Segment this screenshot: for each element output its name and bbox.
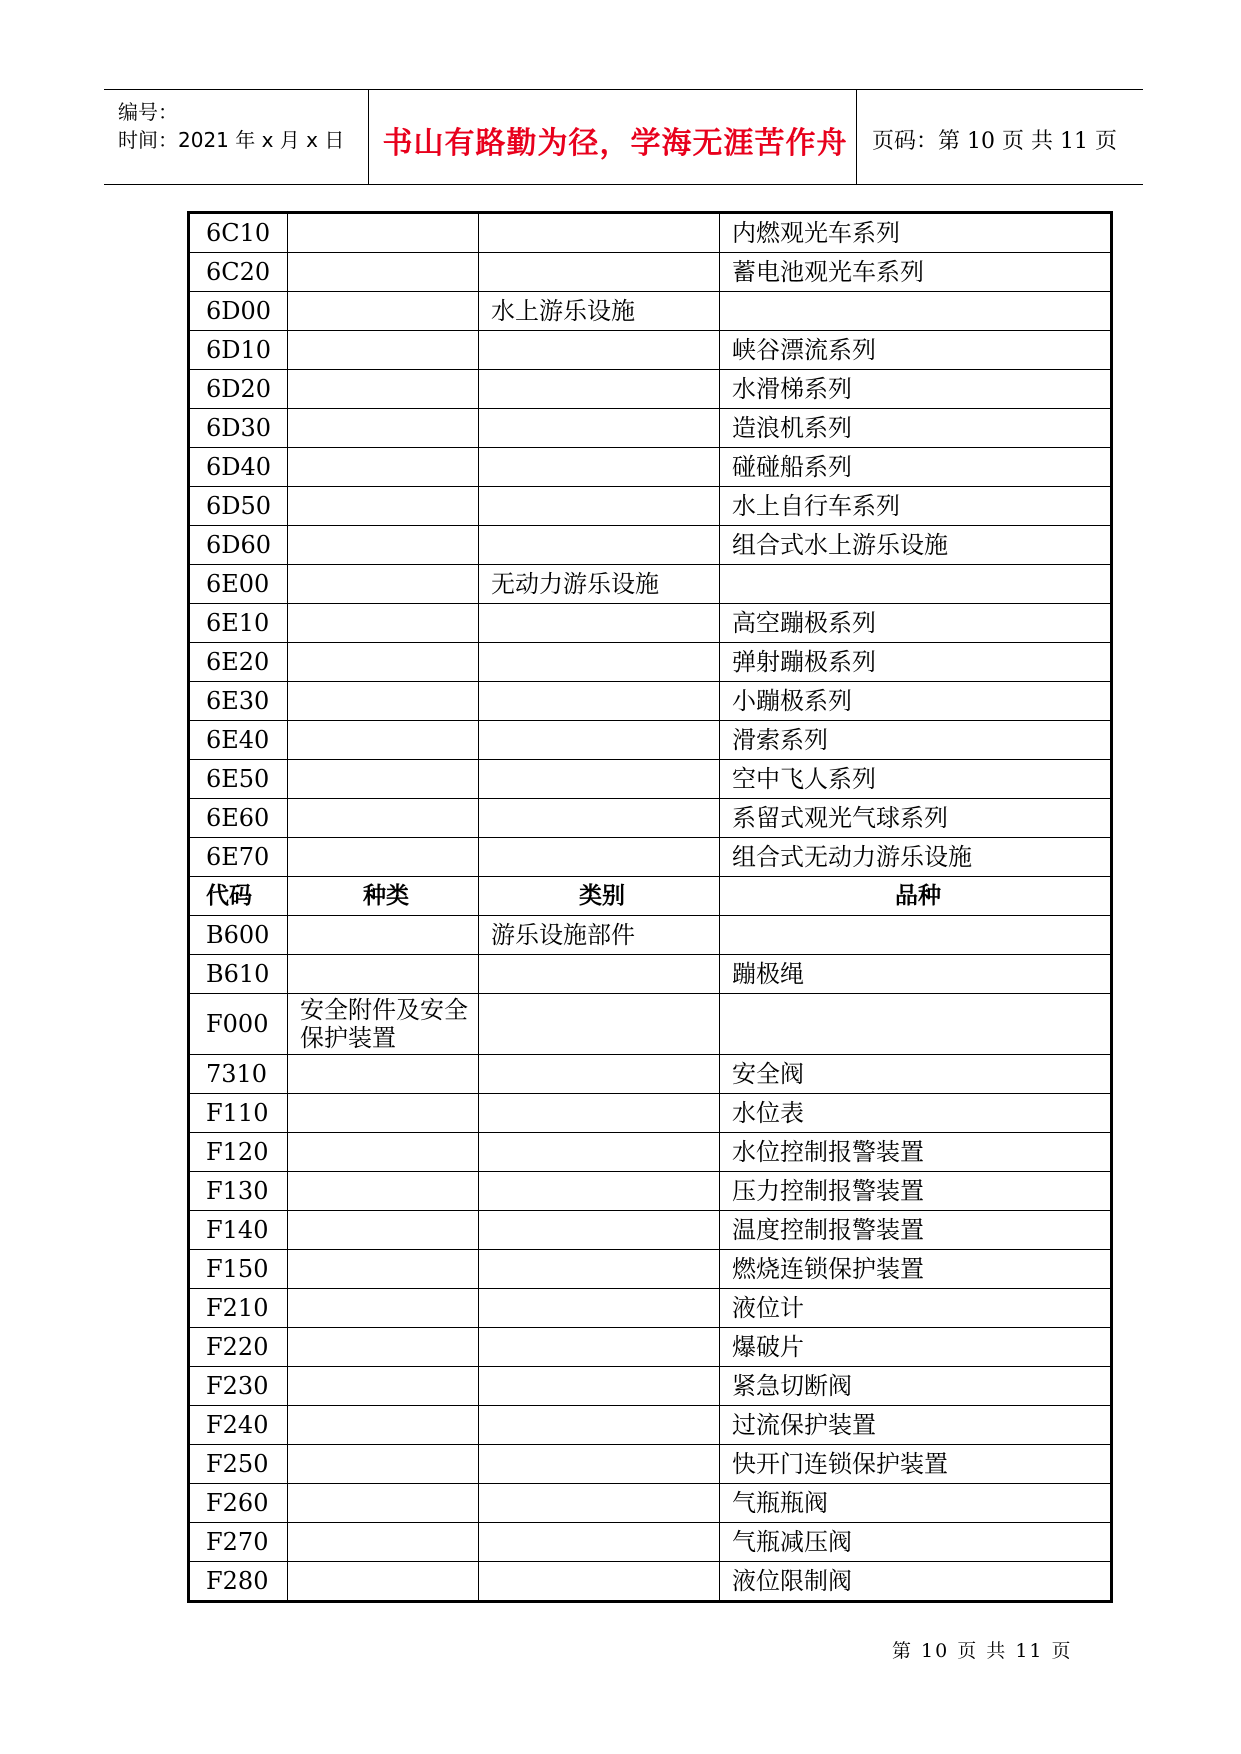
- cell-variety: 快开门连锁保护装置: [720, 1445, 1112, 1484]
- cell-kind: [288, 1367, 479, 1406]
- cell-category: [479, 721, 720, 760]
- table-row: [189, 331, 1112, 370]
- cell-category: [479, 1484, 720, 1523]
- table-row: [189, 1445, 1112, 1484]
- header-motto: 书山有路勤为径，学海无涯苦作舟: [382, 126, 848, 161]
- cell-category: [479, 1055, 720, 1094]
- cell-kind: [288, 1523, 479, 1562]
- table-row: [189, 565, 1112, 604]
- document-number-label: 编号：: [118, 100, 178, 124]
- cell-variety: 气瓶瓶阀: [720, 1484, 1112, 1523]
- cell-variety: 水位表: [720, 1094, 1112, 1133]
- cell-kind: [288, 721, 479, 760]
- cell-code: F260: [189, 1484, 288, 1523]
- cell-variety: 蹦极绳: [720, 955, 1112, 994]
- cell-kind: [288, 1055, 479, 1094]
- cell-kind: [288, 1172, 479, 1211]
- cell-variety: 品种: [720, 877, 1112, 916]
- cell-code: F220: [189, 1328, 288, 1367]
- table-row: [189, 799, 1112, 838]
- table-row: [189, 604, 1112, 643]
- cell-category: [479, 760, 720, 799]
- cell-category: [479, 526, 720, 565]
- cell-variety: 压力控制报警装置: [720, 1172, 1112, 1211]
- cell-variety: 滑索系列: [720, 721, 1112, 760]
- cell-variety: 峡谷漂流系列: [720, 331, 1112, 370]
- cell-kind: [288, 1289, 479, 1328]
- cell-code: F000: [189, 994, 288, 1055]
- cell-category: [479, 1094, 720, 1133]
- table-row: [189, 1289, 1112, 1328]
- table-row: [189, 1211, 1112, 1250]
- cell-variety: 爆破片: [720, 1328, 1112, 1367]
- cell-kind: [288, 487, 479, 526]
- cell-variety: 紧急切断阀: [720, 1367, 1112, 1406]
- cell-code: 6E00: [189, 565, 288, 604]
- cell-code: 6D20: [189, 370, 288, 409]
- cell-code: F210: [189, 1289, 288, 1328]
- cell-variety: 系留式观光气球系列: [720, 799, 1112, 838]
- cell-code: 6E50: [189, 760, 288, 799]
- cell-code: F130: [189, 1172, 288, 1211]
- cell-category: [479, 994, 720, 1055]
- table-row: [189, 253, 1112, 292]
- cell-kind: [288, 955, 479, 994]
- table-row: [189, 1523, 1112, 1562]
- cell-variety: [720, 994, 1112, 1055]
- cell-category: 水上游乐设施: [479, 292, 720, 331]
- cell-variety: 安全阀: [720, 1055, 1112, 1094]
- cell-variety: [720, 916, 1112, 955]
- table-row: [189, 1172, 1112, 1211]
- cell-variety: 燃烧连锁保护装置: [720, 1250, 1112, 1289]
- cell-kind: [288, 1328, 479, 1367]
- equipment-code-table: [187, 211, 1113, 1603]
- document-date-label: 时间：2021 年 x 月 x 日: [118, 128, 345, 152]
- table-row: [189, 1562, 1112, 1602]
- table-row: [189, 292, 1112, 331]
- cell-code: 6E20: [189, 643, 288, 682]
- cell-code: F140: [189, 1211, 288, 1250]
- cell-kind: [288, 409, 479, 448]
- cell-variety: 组合式无动力游乐设施: [720, 838, 1112, 877]
- table-row: [189, 487, 1112, 526]
- cell-kind: [288, 643, 479, 682]
- table-row: [189, 682, 1112, 721]
- cell-category: [479, 1250, 720, 1289]
- cell-category: [479, 1406, 720, 1445]
- cell-kind: [288, 1211, 479, 1250]
- table-row: [189, 916, 1112, 955]
- cell-category: [479, 370, 720, 409]
- cell-category: [479, 1367, 720, 1406]
- header-page-number: 页码：第 10 页 共 11 页: [872, 129, 1117, 154]
- cell-category: [479, 682, 720, 721]
- cell-code: F270: [189, 1523, 288, 1562]
- table-row: [189, 448, 1112, 487]
- cell-category: [479, 1289, 720, 1328]
- cell-kind: [288, 799, 479, 838]
- table-row: [189, 955, 1112, 994]
- cell-variety: 液位计: [720, 1289, 1112, 1328]
- cell-category: [479, 643, 720, 682]
- cell-category: 无动力游乐设施: [479, 565, 720, 604]
- table-row: [189, 1133, 1112, 1172]
- cell-code: 6E60: [189, 799, 288, 838]
- cell-kind: [288, 253, 479, 292]
- cell-code: F110: [189, 1094, 288, 1133]
- cell-kind: 安全附件及安全保护装置: [288, 994, 479, 1055]
- cell-variety: 水位控制报警装置: [720, 1133, 1112, 1172]
- cell-category: [479, 448, 720, 487]
- cell-code: 6E40: [189, 721, 288, 760]
- cell-kind: [288, 565, 479, 604]
- cell-code: 6C20: [189, 253, 288, 292]
- cell-category: [479, 604, 720, 643]
- cell-variety: 水上自行车系列: [720, 487, 1112, 526]
- cell-kind: [288, 1094, 479, 1133]
- table-row: [189, 1328, 1112, 1367]
- table-row: [189, 526, 1112, 565]
- cell-code: F240: [189, 1406, 288, 1445]
- cell-variety: 温度控制报警装置: [720, 1211, 1112, 1250]
- cell-category: [479, 1133, 720, 1172]
- cell-category: [479, 1211, 720, 1250]
- cell-variety: 组合式水上游乐设施: [720, 526, 1112, 565]
- cell-category: [479, 1562, 720, 1602]
- cell-variety: 气瓶减压阀: [720, 1523, 1112, 1562]
- cell-category: [479, 1328, 720, 1367]
- cell-category: [479, 1523, 720, 1562]
- table-row: [189, 1250, 1112, 1289]
- cell-kind: [288, 292, 479, 331]
- cell-category: [479, 838, 720, 877]
- footer-page-number: 第 10 页 共 11 页: [892, 1640, 1073, 1662]
- cell-category: [479, 799, 720, 838]
- cell-code: 6D30: [189, 409, 288, 448]
- table-row: [189, 760, 1112, 799]
- cell-code: F280: [189, 1562, 288, 1602]
- table-row: [189, 1406, 1112, 1445]
- table-row: [189, 409, 1112, 448]
- cell-variety: 高空蹦极系列: [720, 604, 1112, 643]
- cell-category: [479, 955, 720, 994]
- cell-code: 6D40: [189, 448, 288, 487]
- cell-code: 代码: [189, 877, 288, 916]
- cell-code: 6C10: [189, 213, 288, 253]
- cell-code: 6E10: [189, 604, 288, 643]
- cell-variety: 小蹦极系列: [720, 682, 1112, 721]
- cell-variety: 弹射蹦极系列: [720, 643, 1112, 682]
- table-header-row: [189, 877, 1112, 916]
- cell-kind: [288, 331, 479, 370]
- cell-category: 游乐设施部件: [479, 916, 720, 955]
- cell-code: F230: [189, 1367, 288, 1406]
- cell-kind: [288, 448, 479, 487]
- cell-code: B600: [189, 916, 288, 955]
- table-row: [189, 838, 1112, 877]
- cell-category: [479, 409, 720, 448]
- table-row: [189, 213, 1112, 253]
- cell-kind: [288, 1562, 479, 1602]
- cell-kind: [288, 1250, 479, 1289]
- cell-code: F150: [189, 1250, 288, 1289]
- cell-category: [479, 1445, 720, 1484]
- cell-variety: [720, 292, 1112, 331]
- table-row: [189, 1484, 1112, 1523]
- cell-kind: [288, 526, 479, 565]
- cell-code: 7310: [189, 1055, 288, 1094]
- cell-category: 类别: [479, 877, 720, 916]
- cell-category: [479, 213, 720, 253]
- cell-category: [479, 331, 720, 370]
- cell-code: 6D60: [189, 526, 288, 565]
- cell-variety: 空中飞人系列: [720, 760, 1112, 799]
- table-row: [189, 1055, 1112, 1094]
- table-row: [189, 994, 1112, 1055]
- cell-code: 6D00: [189, 292, 288, 331]
- page-header: [104, 89, 1143, 185]
- cell-kind: [288, 370, 479, 409]
- cell-code: F120: [189, 1133, 288, 1172]
- cell-kind: [288, 1133, 479, 1172]
- cell-kind: 种类: [288, 877, 479, 916]
- cell-category: [479, 1172, 720, 1211]
- cell-code: B610: [189, 955, 288, 994]
- cell-kind: [288, 1484, 479, 1523]
- cell-code: 6E70: [189, 838, 288, 877]
- cell-code: F250: [189, 1445, 288, 1484]
- cell-kind: [288, 682, 479, 721]
- header-divider: [368, 90, 369, 184]
- cell-category: [479, 487, 720, 526]
- table-row: [189, 721, 1112, 760]
- cell-variety: 过流保护装置: [720, 1406, 1112, 1445]
- table-row: [189, 1094, 1112, 1133]
- cell-kind: [288, 604, 479, 643]
- cell-variety: 水滑梯系列: [720, 370, 1112, 409]
- cell-code: 6D10: [189, 331, 288, 370]
- header-divider: [856, 90, 857, 184]
- cell-code: 6D50: [189, 487, 288, 526]
- cell-variety: 碰碰船系列: [720, 448, 1112, 487]
- table-row: [189, 370, 1112, 409]
- cell-variety: 蓄电池观光车系列: [720, 253, 1112, 292]
- table-row: [189, 643, 1112, 682]
- table-row: [189, 1367, 1112, 1406]
- cell-variety: 液位限制阀: [720, 1562, 1112, 1602]
- cell-category: [479, 253, 720, 292]
- cell-kind: [288, 213, 479, 253]
- cell-kind: [288, 838, 479, 877]
- cell-variety: [720, 565, 1112, 604]
- cell-code: 6E30: [189, 682, 288, 721]
- cell-kind: [288, 1406, 479, 1445]
- cell-variety: 内燃观光车系列: [720, 213, 1112, 253]
- cell-kind: [288, 916, 479, 955]
- cell-kind: [288, 760, 479, 799]
- cell-variety: 造浪机系列: [720, 409, 1112, 448]
- cell-kind: [288, 1445, 479, 1484]
